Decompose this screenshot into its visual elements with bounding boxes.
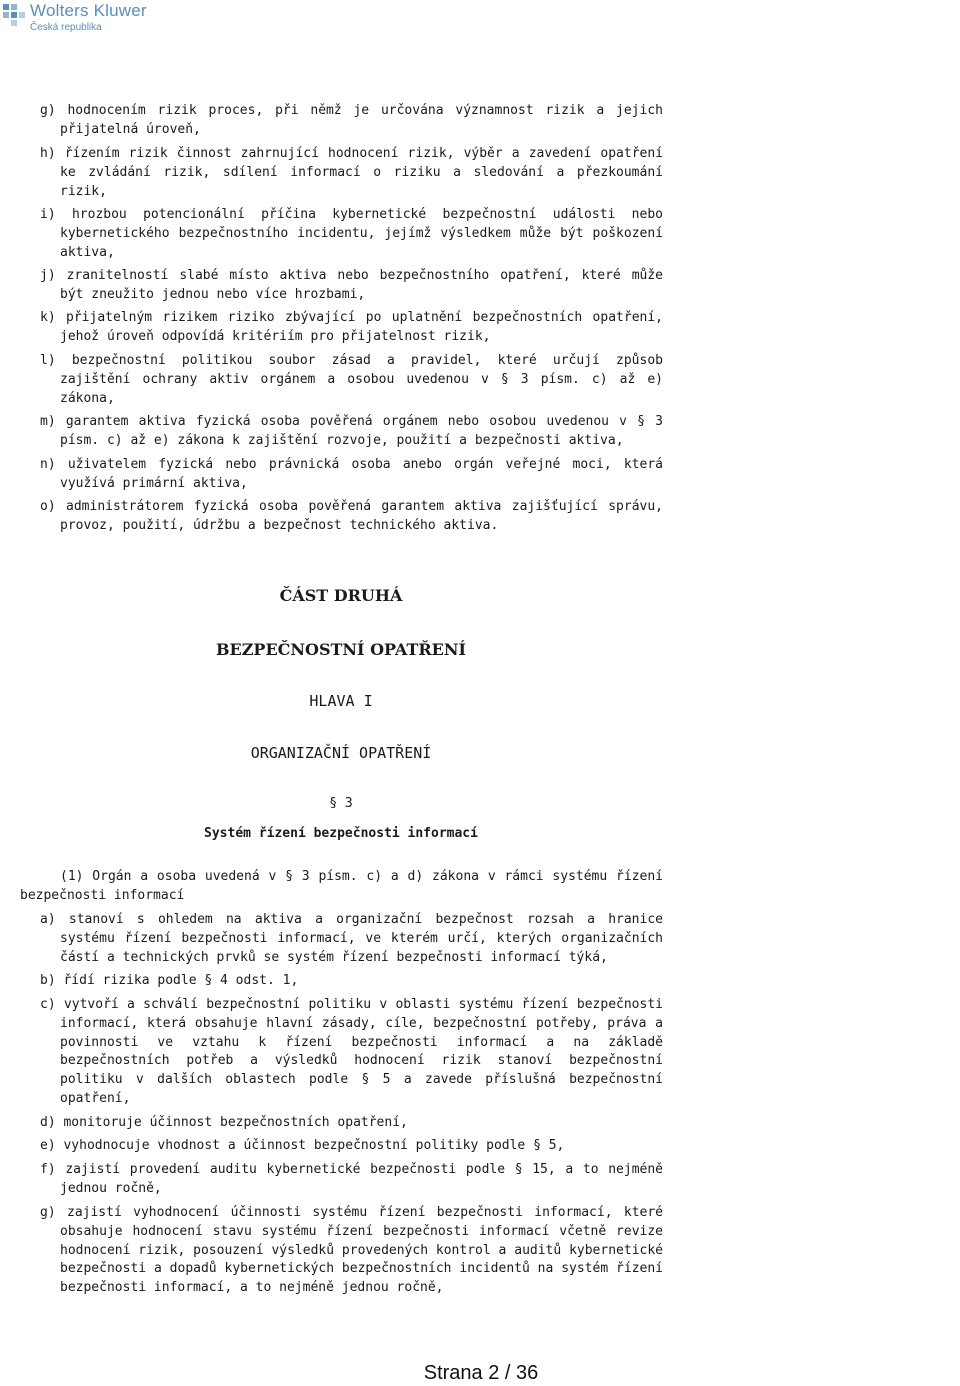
definition-i: i) hrozbou potencionální příčina kybernetické bezpečnostní události nebo kybernetického bezpečnostního incidentu, jejímž výsledkem může být poškození aktiva, xyxy=(40,207,663,260)
chapter-heading: HLAVA I xyxy=(309,692,373,710)
obligation-f: f) zajistí provedení auditu kybernetické bezpečnosti podle § 15, a to nejméně jednou ročně, xyxy=(40,1162,663,1196)
section-number: § 3 xyxy=(329,796,353,811)
obligation-e: e) vyhodnocuje vhodnost a účinnost bezpečnostní politiky podle § 5, xyxy=(40,1138,565,1153)
obligation-g: g) zajistí vyhodnocení účinnosti systému řízení bezpečnosti informací, které obsahuje hodnocení stavu systému řízení bezpečnosti informací včetně revize hodnocení rizik, posouzení výsledků provedených kontrol a auditů kybernetické bezpečnosti a dopadů kybernetických bezpečnostních incidentů na systém řízení bezpečnosti informací, a to nejméně jednou ročně, xyxy=(40,1205,663,1296)
definition-o: o) administrátorem fyzická osoba pověřená garantem aktiva zajišťující správu, provoz, použití, údržbu a bezpečnost technického aktiva. xyxy=(40,499,663,533)
wolters-kluwer-logo-icon xyxy=(2,2,26,34)
part-title: BEZPEČNOSTNÍ OPATŘENÍ xyxy=(216,640,466,659)
definition-h: h) řízením rizik činnost zahrnující hodnocení rizik, výběr a zavedení opatření ke zvládání rizik, sdílení informací o riziku a sledování a přezkoumání rizik, xyxy=(40,146,663,199)
obligation-d: d) monitoruje účinnost bezpečnostních opatření, xyxy=(40,1115,408,1130)
obligation-b: b) řídí rizika podle § 4 odst. 1, xyxy=(40,973,299,988)
section-title: Systém řízení bezpečnosti informací xyxy=(204,826,478,841)
chapter-title: ORGANIZAČNÍ OPATŘENÍ xyxy=(250,744,432,762)
definition-n: n) uživatelem fyzická nebo právnická osoba anebo orgán veřejné moci, která využívá primární aktiva, xyxy=(40,457,663,491)
definition-g: g) hodnocením rizik proces, při němž je určována významnost rizik a jejich přijatelná úroveň, xyxy=(40,103,663,137)
paragraph-1: (1) Orgán a osoba uvedená v § 3 písm. c) a d) zákona v rámci systému řízení bezpečnosti informací xyxy=(20,869,663,903)
obligation-a: a) stanoví s ohledem na aktiva a organizační bezpečnost rozsah a hranice systému řízení bezpečnosti informací, ve kterém určí, kterých organizačních částí a technických prvků se systém řízení bezpečnosti informací týká, xyxy=(40,912,663,965)
logo-subtitle: Česká republika xyxy=(30,22,102,33)
definition-m: m) garantem aktiva fyzická osoba pověřená orgánem nebo osobou uvedenou v § 3 písm. c) až e) zákona k zajištění rozvoje, použití a bezpečnosti aktiva, xyxy=(40,414,663,448)
page-number: Strana 2 / 36 xyxy=(423,1362,539,1384)
publisher-logo xyxy=(2,2,147,34)
definition-l: l) bezpečnostní politikou soubor zásad a pravidel, které určují způsob zajištění ochrany aktiv orgánem a osobou uvedenou v § 3 písm. c) až e) zákona, xyxy=(40,353,663,406)
definition-k: k) přijatelným rizikem riziko zbývající po uplatnění bezpečnostních opatření, jehož úroveň odpovídá kritériím pro přijatelnost rizik, xyxy=(40,310,663,344)
obligation-c: c) vytvoří a schválí bezpečnostní politiku v oblasti systému řízení bezpečnosti informací, která obsahuje hlavní zásady, cíle, bezpečnostní potřeby, práva a povinnosti ve vztahu k řízení bezpečnosti informací a na základě bezpečnostních potřeb a výsledků hodnocení rizik stanoví bezpečnostní politiku v dalších oblastech podle § 5 a zavede příslušná bezpečnostní opatření, xyxy=(40,997,663,1106)
logo-title: Wolters Kluwer xyxy=(30,1,147,20)
definition-j: j) zranitelností slabé místo aktiva nebo bezpečnostního opatření, které může být zneužito jednou nebo více hrozbami, xyxy=(40,268,663,302)
part-heading: ČÁST DRUHÁ xyxy=(279,586,403,605)
